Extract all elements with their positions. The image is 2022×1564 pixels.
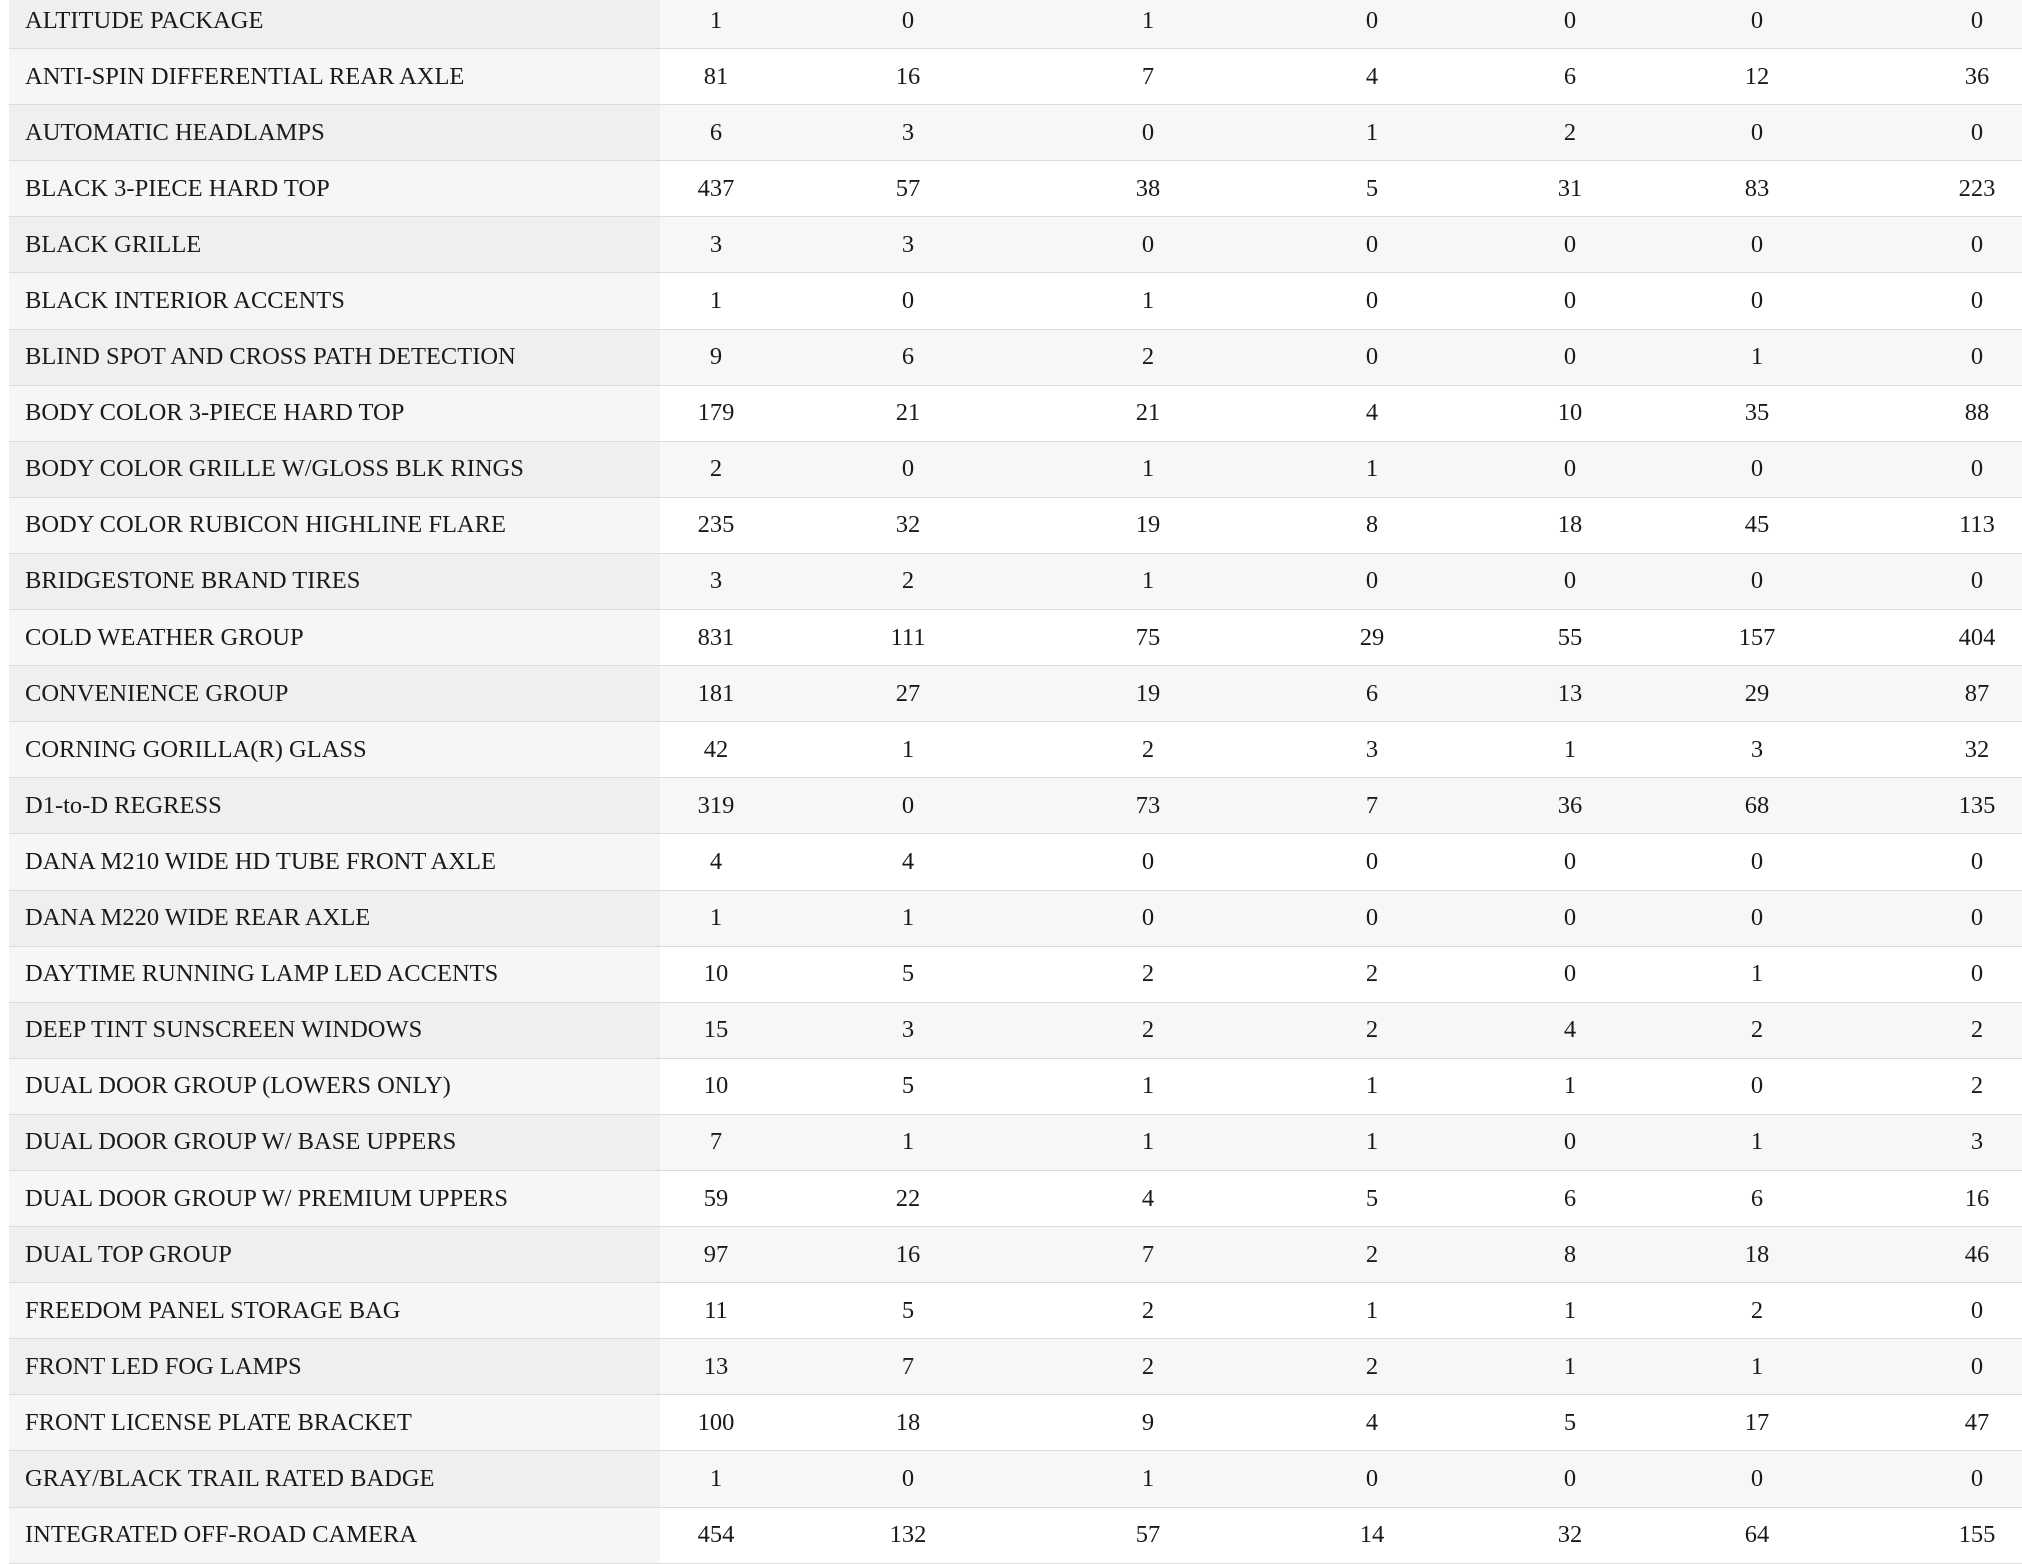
row-label: DUAL TOP GROUP	[9, 1227, 660, 1282]
row-value: 1	[1365, 1128, 1379, 1156]
table-row	[9, 105, 2022, 161]
row-value: 97	[703, 1240, 729, 1268]
row-value: 0	[1563, 230, 1577, 258]
row-value: 0	[1970, 455, 1984, 483]
table-row	[9, 498, 2022, 554]
table-row	[9, 1283, 2022, 1339]
row-value: 0	[1141, 118, 1155, 146]
row-value: 0	[1750, 847, 1764, 875]
row-value: 2	[1141, 343, 1155, 371]
table-row	[9, 1227, 2022, 1283]
row-value: 47	[1964, 1408, 1990, 1436]
row-label: FRONT LED FOG LAMPS	[9, 1339, 660, 1394]
row-value: 15	[703, 1016, 729, 1044]
row-value: 1	[1750, 343, 1764, 371]
row-value: 1	[709, 904, 723, 932]
row-value: 0	[1563, 960, 1577, 988]
row-value: 0	[1750, 1072, 1764, 1100]
row-value: 181	[697, 679, 735, 707]
row-value: 5	[1563, 1408, 1577, 1436]
row-value: 223	[1958, 174, 1996, 202]
row-value: 1	[1563, 1072, 1577, 1100]
row-value: 88	[1964, 399, 1990, 427]
row-value: 42	[703, 735, 729, 763]
row-value: 0	[1365, 1464, 1379, 1492]
row-value: 0	[1970, 567, 1984, 595]
row-value: 0	[1750, 455, 1764, 483]
row-value: 0	[1141, 847, 1155, 875]
row-value: 81	[703, 62, 729, 90]
table-row	[9, 778, 2022, 834]
row-value: 179	[697, 399, 735, 427]
row-value: 0	[1563, 567, 1577, 595]
row-label: COLD WEATHER GROUP	[9, 610, 660, 665]
row-value: 2	[1750, 1296, 1764, 1324]
row-value: 831	[697, 623, 735, 651]
row-label: AUTOMATIC HEADLAMPS	[9, 105, 660, 160]
row-value: 1	[1141, 287, 1155, 315]
row-value: 2	[1365, 960, 1379, 988]
row-label: BODY COLOR GRILLE W/GLOSS BLK RINGS	[9, 442, 660, 497]
row-value: 0	[1750, 230, 1764, 258]
row-label: BLACK INTERIOR ACCENTS	[9, 273, 660, 328]
row-value: 57	[895, 174, 921, 202]
row-value: 0	[1750, 287, 1764, 315]
row-value: 437	[697, 174, 735, 202]
row-value: 0	[1365, 904, 1379, 932]
row-value: 2	[1750, 1016, 1764, 1044]
row-value: 1	[1365, 1072, 1379, 1100]
row-value: 404	[1958, 623, 1996, 651]
row-value: 1	[1365, 1296, 1379, 1324]
row-label: CONVENIENCE GROUP	[9, 666, 660, 721]
row-value: 0	[1970, 1352, 1984, 1380]
row-label: DANA M210 WIDE HD TUBE FRONT AXLE	[9, 834, 660, 889]
table-row	[9, 834, 2022, 890]
row-value: 135	[1958, 791, 1996, 819]
row-value: 0	[1141, 904, 1155, 932]
row-value: 1	[709, 6, 723, 34]
row-value: 32	[1964, 735, 1990, 763]
row-value: 0	[1970, 6, 1984, 34]
row-value: 29	[1359, 623, 1385, 651]
row-value: 8	[1563, 1240, 1577, 1268]
row-value: 2	[1141, 1296, 1155, 1324]
row-value: 6	[901, 343, 915, 371]
row-value: 73	[1135, 791, 1161, 819]
row-value: 235	[697, 511, 735, 539]
row-value: 1	[1365, 118, 1379, 146]
row-label: ALTITUDE PACKAGE	[9, 0, 660, 48]
row-value: 3	[901, 1016, 915, 1044]
row-value: 0	[1970, 118, 1984, 146]
row-value: 3	[901, 230, 915, 258]
row-value: 1	[1563, 1296, 1577, 1324]
table-row	[9, 1003, 2022, 1059]
row-value: 1	[709, 287, 723, 315]
table-row	[9, 1171, 2022, 1227]
row-value: 68	[1744, 791, 1770, 819]
row-value: 0	[1750, 118, 1764, 146]
row-value: 157	[1738, 623, 1776, 651]
row-value: 0	[1563, 1128, 1577, 1156]
row-label: BODY COLOR 3-PIECE HARD TOP	[9, 386, 660, 441]
row-label: DUAL DOOR GROUP W/ BASE UPPERS	[9, 1115, 660, 1170]
row-value: 3	[901, 118, 915, 146]
row-value: 6	[1563, 1184, 1577, 1212]
row-label: BLACK 3-PIECE HARD TOP	[9, 161, 660, 216]
row-label: BODY COLOR RUBICON HIGHLINE FLARE	[9, 498, 660, 553]
row-value: 83	[1744, 174, 1770, 202]
row-value: 6	[709, 118, 723, 146]
row-value: 0	[1970, 287, 1984, 315]
row-value: 6	[1365, 679, 1379, 707]
row-value: 319	[697, 791, 735, 819]
row-value: 2	[1365, 1016, 1379, 1044]
row-value: 5	[901, 960, 915, 988]
row-value: 0	[901, 287, 915, 315]
row-value: 2	[1141, 735, 1155, 763]
row-value: 0	[1970, 904, 1984, 932]
row-value: 0	[1970, 960, 1984, 988]
row-value: 4	[1141, 1184, 1155, 1212]
row-value: 2	[1365, 1352, 1379, 1380]
row-label: ANTI-SPIN DIFFERENTIAL REAR AXLE	[9, 49, 660, 104]
row-value: 27	[895, 679, 921, 707]
row-value: 3	[1750, 735, 1764, 763]
row-label: BRIDGESTONE BRAND TIRES	[9, 554, 660, 609]
table-row	[9, 386, 2022, 442]
row-value: 1	[901, 735, 915, 763]
row-value: 7	[901, 1352, 915, 1380]
row-value: 4	[1563, 1016, 1577, 1044]
table-row	[9, 1508, 2022, 1564]
row-value: 8	[1365, 511, 1379, 539]
row-value: 7	[709, 1128, 723, 1156]
row-value: 2	[1970, 1016, 1984, 1044]
row-value: 16	[1964, 1184, 1990, 1212]
row-value: 5	[1365, 1184, 1379, 1212]
row-value: 1	[1750, 960, 1764, 988]
row-value: 0	[1750, 1464, 1764, 1492]
row-value: 4	[1365, 399, 1379, 427]
table-row	[9, 273, 2022, 329]
table-row	[9, 161, 2022, 217]
row-value: 0	[1563, 455, 1577, 483]
row-value: 13	[703, 1352, 729, 1380]
row-label: DUAL DOOR GROUP W/ PREMIUM UPPERS	[9, 1171, 660, 1226]
row-value: 0	[1365, 287, 1379, 315]
row-value: 3	[1365, 735, 1379, 763]
row-value: 0	[1563, 847, 1577, 875]
row-value: 0	[1141, 230, 1155, 258]
row-value: 16	[895, 62, 921, 90]
row-value: 29	[1744, 679, 1770, 707]
row-value: 10	[1557, 399, 1583, 427]
row-value: 0	[1365, 847, 1379, 875]
table-row	[9, 0, 2022, 49]
row-label: DEEP TINT SUNSCREEN WINDOWS	[9, 1003, 660, 1058]
row-value: 0	[1563, 287, 1577, 315]
row-value: 1	[1141, 1464, 1155, 1492]
row-value: 0	[1563, 343, 1577, 371]
row-value: 46	[1964, 1240, 1990, 1268]
row-value: 5	[1365, 174, 1379, 202]
table-row	[9, 722, 2022, 778]
row-label: INTEGRATED OFF-ROAD CAMERA	[9, 1508, 660, 1563]
row-label: GRAY/BLACK TRAIL RATED BADGE	[9, 1451, 660, 1506]
row-value: 16	[895, 1240, 921, 1268]
row-value: 21	[895, 399, 921, 427]
row-value: 19	[1135, 679, 1161, 707]
table-row	[9, 1059, 2022, 1115]
row-value: 0	[1750, 6, 1764, 34]
options-table	[9, 0, 2022, 1564]
row-value: 45	[1744, 511, 1770, 539]
row-value: 0	[1563, 6, 1577, 34]
row-value: 32	[1557, 1521, 1583, 1549]
row-value: 59	[703, 1184, 729, 1212]
table-row	[9, 1395, 2022, 1451]
row-value: 3	[709, 230, 723, 258]
row-value: 87	[1964, 679, 1990, 707]
row-value: 0	[901, 1464, 915, 1492]
row-value: 0	[901, 6, 915, 34]
row-value: 1	[1365, 455, 1379, 483]
row-value: 1	[1141, 1128, 1155, 1156]
row-value: 3	[1970, 1128, 1984, 1156]
row-value: 100	[697, 1408, 735, 1436]
row-value: 11	[704, 1296, 728, 1324]
row-value: 4	[1365, 1408, 1379, 1436]
row-value: 9	[1141, 1408, 1155, 1436]
table-row	[9, 1339, 2022, 1395]
table-row	[9, 1115, 2022, 1171]
row-label: FRONT LICENSE PLATE BRACKET	[9, 1395, 660, 1450]
row-value: 1	[1750, 1128, 1764, 1156]
row-value: 5	[901, 1072, 915, 1100]
row-value: 12	[1744, 62, 1770, 90]
row-value: 2	[1970, 1072, 1984, 1100]
row-value: 4	[709, 847, 723, 875]
row-value: 1	[901, 904, 915, 932]
row-value: 155	[1958, 1521, 1996, 1549]
row-value: 2	[1141, 1016, 1155, 1044]
row-value: 1	[1563, 1352, 1577, 1380]
row-value: 4	[901, 847, 915, 875]
row-value: 2	[1365, 1240, 1379, 1268]
row-value: 18	[1557, 511, 1583, 539]
row-value: 38	[1135, 174, 1161, 202]
row-value: 7	[1365, 791, 1379, 819]
row-value: 0	[1365, 567, 1379, 595]
row-value: 1	[1141, 1072, 1155, 1100]
table-row	[9, 666, 2022, 722]
row-value: 0	[1970, 343, 1984, 371]
row-value: 0	[1970, 230, 1984, 258]
row-value: 1	[1141, 567, 1155, 595]
row-value: 1	[709, 1464, 723, 1492]
row-label: FREEDOM PANEL STORAGE BAG	[9, 1283, 660, 1338]
row-value: 1	[1750, 1352, 1764, 1380]
row-value: 13	[1557, 679, 1583, 707]
table-row	[9, 442, 2022, 498]
row-value: 17	[1744, 1408, 1770, 1436]
row-value: 4	[1365, 62, 1379, 90]
row-value: 18	[1744, 1240, 1770, 1268]
row-value: 1	[901, 1128, 915, 1156]
row-value: 1	[1141, 455, 1155, 483]
row-value: 10	[703, 1072, 729, 1100]
row-value: 64	[1744, 1521, 1770, 1549]
row-value: 0	[1365, 6, 1379, 34]
row-label: DANA M220 WIDE REAR AXLE	[9, 891, 660, 946]
row-value: 132	[889, 1521, 927, 1549]
row-value: 31	[1557, 174, 1583, 202]
row-value: 2	[901, 567, 915, 595]
row-value: 0	[1970, 847, 1984, 875]
table-row	[9, 330, 2022, 386]
row-value: 14	[1359, 1521, 1385, 1549]
row-value: 19	[1135, 511, 1161, 539]
row-value: 454	[697, 1521, 735, 1549]
row-label: BLIND SPOT AND CROSS PATH DETECTION	[9, 330, 660, 385]
table-row	[9, 217, 2022, 273]
row-value: 111	[890, 623, 926, 651]
row-value: 5	[901, 1296, 915, 1324]
row-value: 0	[1750, 904, 1764, 932]
table-row	[9, 1451, 2022, 1507]
row-label: DAYTIME RUNNING LAMP LED ACCENTS	[9, 947, 660, 1002]
row-value: 2	[1563, 118, 1577, 146]
row-value: 2	[1141, 960, 1155, 988]
table-row	[9, 610, 2022, 666]
row-label: BLACK GRILLE	[9, 217, 660, 272]
row-value: 1	[1141, 6, 1155, 34]
row-value: 3	[709, 567, 723, 595]
row-value: 36	[1557, 791, 1583, 819]
row-value: 55	[1557, 623, 1583, 651]
row-value: 6	[1750, 1184, 1764, 1212]
row-value: 0	[1365, 230, 1379, 258]
row-value: 7	[1141, 62, 1155, 90]
row-label: CORNING GORILLA(R) GLASS	[9, 722, 660, 777]
row-value: 9	[709, 343, 723, 371]
row-value: 10	[703, 960, 729, 988]
row-value: 22	[895, 1184, 921, 1212]
row-value: 0	[1970, 1296, 1984, 1324]
row-value: 6	[1563, 62, 1577, 90]
row-value: 21	[1135, 399, 1161, 427]
row-value: 57	[1135, 1521, 1161, 1549]
row-value: 32	[895, 511, 921, 539]
row-value: 2	[709, 455, 723, 483]
row-value: 75	[1135, 623, 1161, 651]
row-value: 113	[1959, 511, 1995, 539]
row-value: 0	[1750, 567, 1764, 595]
table-row	[9, 947, 2022, 1003]
row-label: DUAL DOOR GROUP (LOWERS ONLY)	[9, 1059, 660, 1114]
row-value: 18	[895, 1408, 921, 1436]
table-row	[9, 891, 2022, 947]
row-value: 35	[1744, 399, 1770, 427]
row-value: 0	[901, 455, 915, 483]
row-value: 1	[1563, 735, 1577, 763]
row-value: 0	[1365, 343, 1379, 371]
row-value: 0	[1563, 904, 1577, 932]
row-value: 0	[901, 791, 915, 819]
row-value: 0	[1970, 1464, 1984, 1492]
table-row	[9, 554, 2022, 610]
row-value: 0	[1563, 1464, 1577, 1492]
row-value: 2	[1141, 1352, 1155, 1380]
row-label: D1-to-D REGRESS	[9, 778, 660, 833]
row-value: 7	[1141, 1240, 1155, 1268]
row-value: 36	[1964, 62, 1990, 90]
table-row	[9, 49, 2022, 105]
